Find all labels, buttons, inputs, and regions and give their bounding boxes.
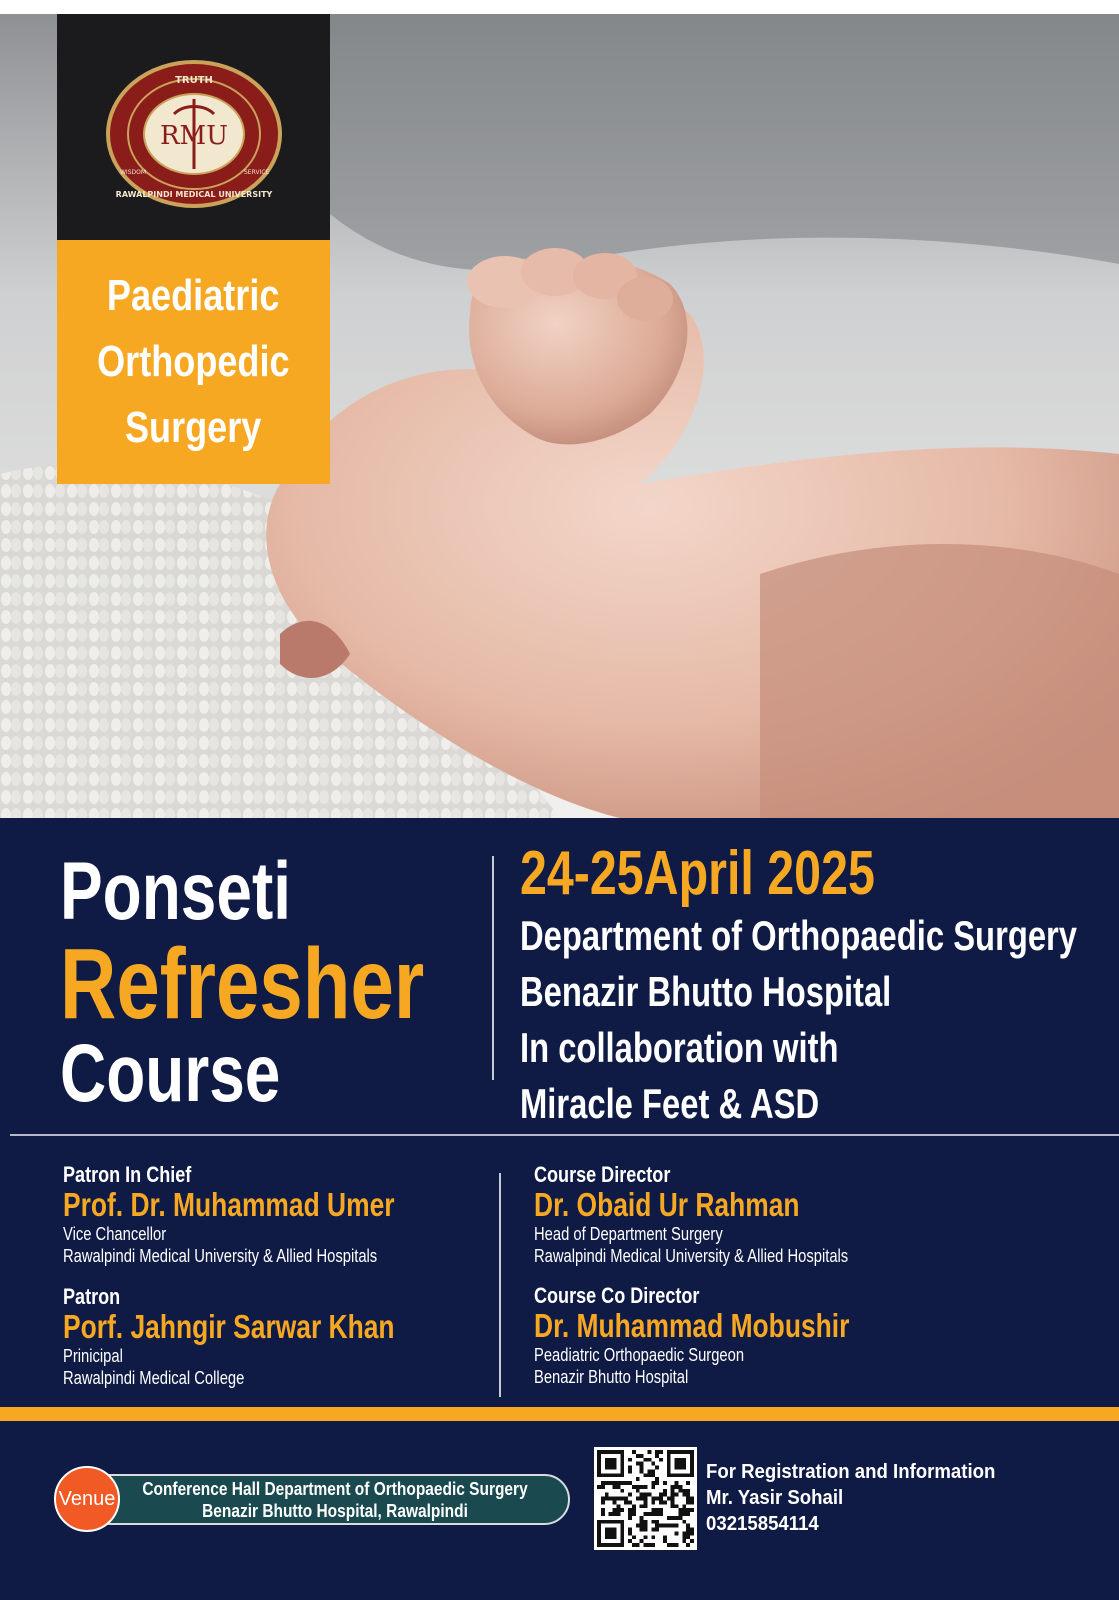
patron (63, 1285, 477, 1389)
event-collab: In collaboration with (520, 1024, 839, 1071)
patron-in-chief-role: Patron In Chief (63, 1162, 192, 1187)
program-line-2: Orthopedic (97, 337, 290, 386)
qr-code-icon[interactable] (594, 1447, 697, 1550)
venue-address (110, 1478, 560, 1522)
logo-left-word: WISDOM (120, 169, 147, 176)
event-department: Department of Orthopaedic Surgery (520, 912, 1078, 959)
patron-in-chief-name: Prof. Dr. Muhammad Umer (63, 1186, 395, 1223)
logo-ring-text: RAWALPINDI MEDICAL UNIVERSITY (115, 190, 273, 199)
course-director-name: Dr. Obaid Ur Rahman (534, 1186, 800, 1223)
patron-in-chief-org: Rawalpindi Medical University & Allied Hospitals (63, 1246, 378, 1266)
vertical-divider-top (492, 856, 494, 1080)
patron-title: Prinicipal (63, 1346, 123, 1366)
course-co-director-role: Course Co Director (534, 1283, 700, 1308)
event-partners: Miracle Feet & ASD (520, 1080, 820, 1127)
course-co-director (534, 1284, 928, 1388)
course-director-role: Course Director (534, 1162, 671, 1187)
course-title (60, 846, 527, 1119)
program-line-1: Paediatric (107, 271, 280, 320)
course-co-director-name: Dr. Muhammad Mobushir (534, 1307, 850, 1344)
logo-initials: RMU (159, 121, 229, 151)
patron-in-chief (63, 1163, 477, 1267)
venue-badge (54, 1466, 120, 1532)
logo-panel (57, 14, 330, 240)
registration-phone[interactable]: 03215854114 (706, 1513, 819, 1535)
vertical-divider-bottom (499, 1173, 501, 1397)
horizontal-divider (10, 1134, 1119, 1136)
course-title-line-3: Course (60, 1028, 281, 1119)
registration-heading: For Registration and Information (706, 1461, 996, 1483)
course-director (534, 1163, 917, 1267)
course-title-line-1: Ponseti (60, 846, 292, 937)
accent-band (0, 1407, 1119, 1421)
course-co-director-title: Peadiatric Orthopaedic Surgeon (534, 1345, 745, 1365)
event-date: 24-25April 2025 (520, 839, 875, 908)
patron-name: Porf. Jahngir Sarwar Khan (63, 1308, 395, 1345)
patron-in-chief-title: Vice Chancellor (63, 1224, 167, 1244)
patron-org: Rawalpindi Medical College (63, 1368, 245, 1388)
registration-info (706, 1459, 1017, 1537)
program-title (57, 240, 330, 484)
venue-line-1: Conference Hall Department of Orthopaedic Surgery (142, 1479, 528, 1499)
registration-contact: Mr. Yasir Sohail (706, 1487, 844, 1509)
venue-line-2: Benazir Bhutto Hospital, Rawalpindi (202, 1501, 468, 1521)
rmu-emblem-icon (104, 59, 284, 209)
logo-motto: TRUTH (175, 75, 213, 86)
event-hospital: Benazir Bhutto Hospital (520, 968, 892, 1015)
logo-right-word: SERVICE (244, 169, 270, 176)
course-director-title: Head of Department Surgery (534, 1224, 723, 1244)
course-co-director-org: Benazir Bhutto Hospital (534, 1367, 689, 1387)
course-director-org: Rawalpindi Medical University & Allied Hospitals (534, 1246, 849, 1266)
program-line-3: Surgery (125, 403, 262, 452)
patron-role: Patron (63, 1284, 121, 1309)
venue-badge-label: Venue (58, 1487, 116, 1510)
course-title-line-2: Refresher (60, 928, 425, 1040)
event-info (520, 840, 1119, 1132)
